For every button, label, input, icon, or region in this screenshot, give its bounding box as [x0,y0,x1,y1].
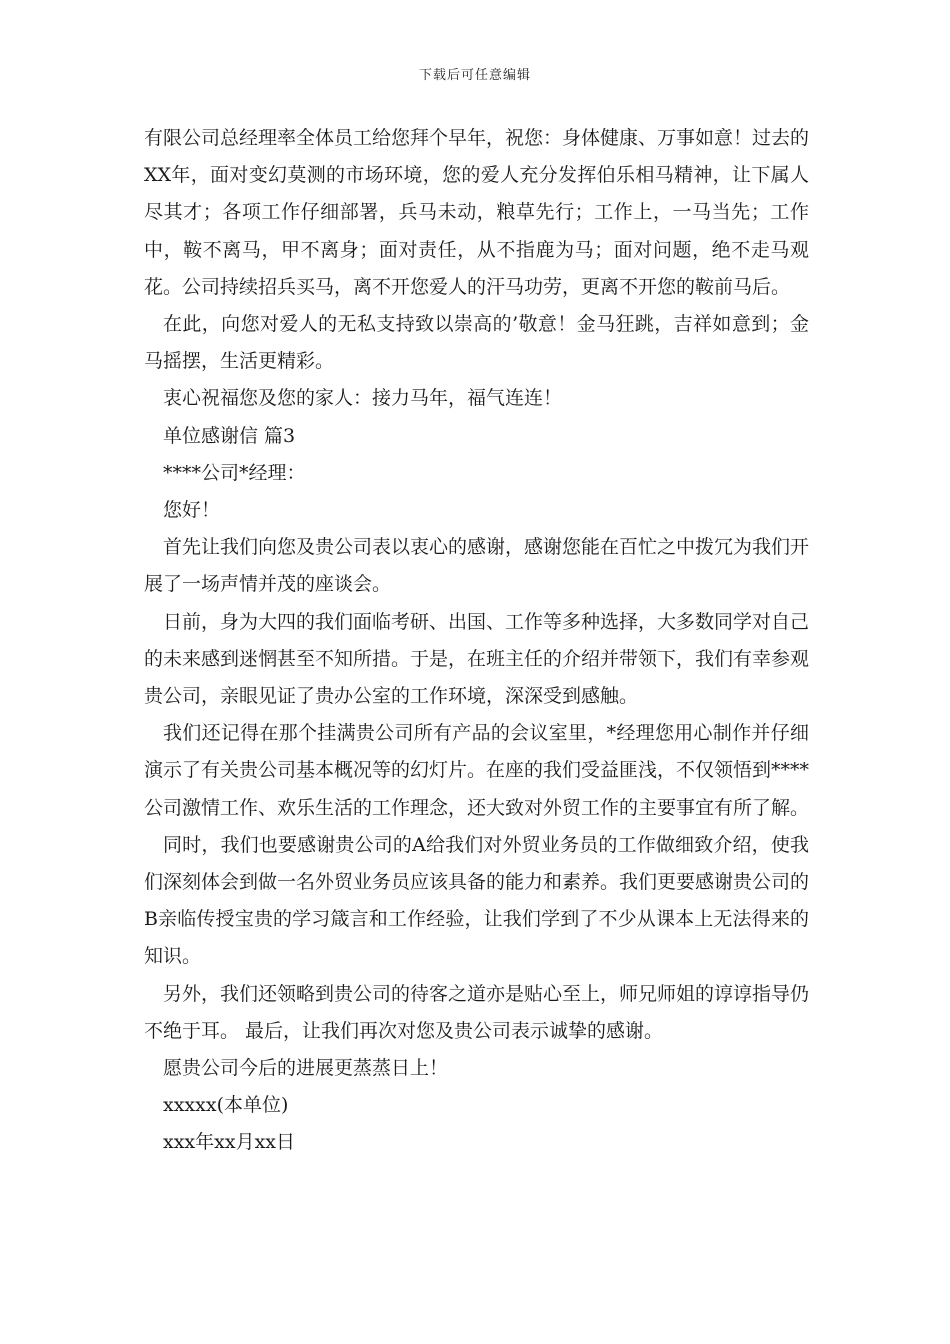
letter-body [144,120,809,1162]
closing-paragraph: 另外，我们还领略到贵公司的待客之道亦是贴心至上，师兄师姐的谆谆指导仍不绝于耳。 最后，让我们再次对您及贵公司表示诚挚的感谢。 [144,982,810,1042]
salutation: ****公司*经理： [163,461,306,484]
page-header-note: 下载后可任意编辑 [418,68,531,83]
signature-unit: xxxxx(本单位) [163,1094,289,1117]
greeting-paragraph: 有限公司总经理率全体员工给您拜个早年，祝您：身体健康、万事如意！过去的XX年，面对变幻莫测的市场环境，您的爱人充分发挥伯乐相马精神，让下属人尽其才；各项工作仔细部署，兵马未动，粮草先行；工作上，一马当先；工作中，鞍不离马，甲不离身；面对责任，从不指鹿为马；面对问题，绝不走马观花。公司持续招兵买马，离不开您爱人的汗马功劳，更离不开您的鞍前马后。 [144,127,810,298]
blessing-line: 衷心祝福您及您的家人：接力马年，福气连连！ [163,387,563,410]
section-title: 单位感谢信 篇3 [163,424,296,447]
gratitude-paragraph: 在此，向您对爱人的无私支持致以崇高的’敬意！金马狂跳，吉祥如意到；金马摇摆，生活更精彩。 [144,313,809,373]
presentation-paragraph: 我们还记得在那个挂满贵公司所有产品的会议室里，*经理您用心制作并仔细演示了有关贵公司基本概况等的幻灯片。在座的我们受益匪浅，不仅领悟到****公司激情工作、欢乐生活的工作理念，还大致对外贸工作的主要事宜有所了解。 [144,722,810,819]
thanks-paragraph: 首先让我们向您及贵公司表以衷心的感谢，感谢您能在百忙之中拨冗为我们开展了一场声情并茂的座谈会。 [144,536,810,596]
signature-date: xxx年xx月xx日 [163,1131,296,1154]
visit-paragraph: 日前，身为大四的我们面临考研、出国、工作等多种选择，大多数同学对自己的未来感到迷惘甚至不知所措。于是，在班主任的介绍并带领下，我们有幸参观贵公司，亲眼见证了贵办公室的工作环境，深深受到感触。 [144,610,810,708]
hello-line: 您好！ [163,499,221,522]
staff-thanks-paragraph: 同时，我们也要感谢贵公司的A给我们对外贸业务员的工作做细致介绍，使我们深刻体会到做一名外贸业务员应该具备的能力和素养。我们更要感谢贵公司的B亲临传授宝贵的学习箴言和工作经验，让我们学到了不少从课本上无法得来的知识。 [144,833,810,968]
wish-line: 愿贵公司今后的进展更蒸蒸日上！ [163,1057,449,1080]
